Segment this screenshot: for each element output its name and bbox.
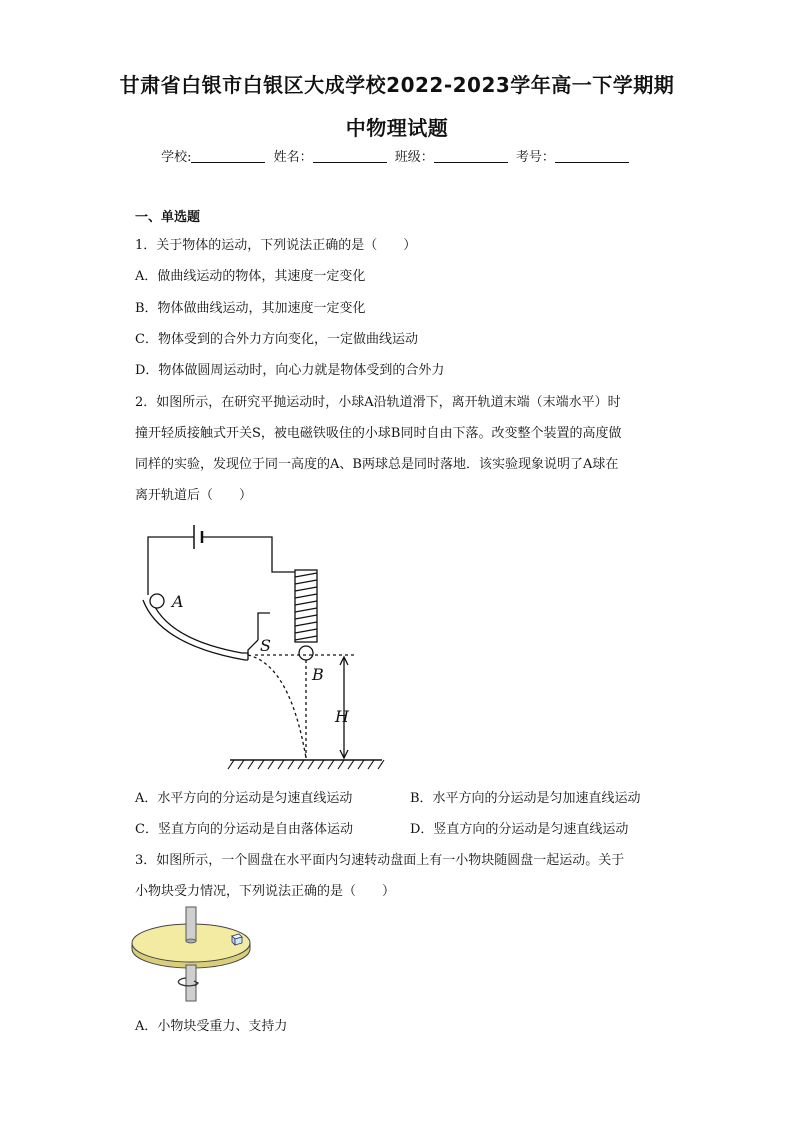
q1-option-b: B．物体做曲线运动，其加速度一定变化: [135, 301, 366, 316]
parabolic-path: [248, 655, 306, 758]
q2-stem-line4: 离开轨道后（ ）: [135, 488, 253, 503]
q3-option-a: A．小物块受重力、支持力: [135, 1019, 288, 1034]
student-info-line: [0, 146, 794, 165]
name-blank[interactable]: [313, 149, 387, 163]
section-heading: 一、单选题: [135, 210, 201, 225]
class-blank[interactable]: [434, 149, 508, 163]
small-block: [232, 934, 242, 945]
school-blank[interactable]: [191, 149, 265, 163]
q1-option-a: A．做曲线运动的物体，其速度一定变化: [135, 269, 366, 284]
label-s: S: [260, 636, 271, 655]
q1-option-d: D．物体做圆周运动时，向心力就是物体受到的合外力: [135, 363, 445, 378]
page-title-line1: 甘肃省白银市白银区大成学校2022-2023学年高一下学期期: [119, 73, 675, 97]
page-title-line2: 中物理试题: [345, 116, 449, 140]
id-label: 考号：: [515, 150, 555, 165]
class-label: 班级：: [394, 150, 434, 165]
ball-b: [299, 646, 313, 660]
ball-a: [150, 594, 164, 608]
id-blank[interactable]: [555, 149, 629, 163]
q3-stem-line2: 小物块受力情况，下列说法正确的是（ ）: [135, 884, 396, 899]
label-a: A: [172, 592, 184, 611]
q2-option-d: D．竖直方向的分运动是匀速直线运动: [410, 822, 629, 837]
circuit-wire-left: [148, 537, 194, 595]
label-b: B: [312, 665, 324, 684]
q2-option-b: B．水平方向的分运动是匀加速直线运动: [410, 791, 641, 806]
rotating-disk-diagram: [128, 905, 278, 1005]
q1-stem: 1．关于物体的运动，下列说法正确的是（ ）: [135, 238, 417, 253]
label-h: H: [335, 707, 349, 726]
q1-option-c: C．物体受到的合外力方向变化，一定做曲线运动: [135, 332, 418, 347]
circuit-wire-right: [202, 537, 295, 572]
q2-option-a: A．水平方向的分运动是匀速直线运动: [135, 791, 353, 806]
q2-option-c: C．竖直方向的分运动是自由落体运动: [135, 822, 353, 837]
school-label: 学校:: [161, 150, 192, 165]
name-label: 姓名：: [273, 150, 313, 165]
projectile-apparatus-diagram: [130, 515, 390, 775]
q2-stem-line2: 撞开轻质接触式开关S，被电磁铁吸住的小球B同时自由下落。改变整个装置的高度做: [135, 426, 622, 441]
q2-stem-line1: 2．如图所示，在研究平抛运动时，小球A沿轨道滑下，离开轨道末端（末端水平）时: [135, 395, 621, 410]
q2-stem-line3: 同样的实验，发现位于同一高度的A、B两球总是同时落地．该实验现象说明了A球在: [135, 457, 619, 472]
q3-stem-line1: 3．如图所示，一个圆盘在水平面内匀速转动盘面上有一小物块随圆盘一起运动。关于: [135, 853, 625, 868]
